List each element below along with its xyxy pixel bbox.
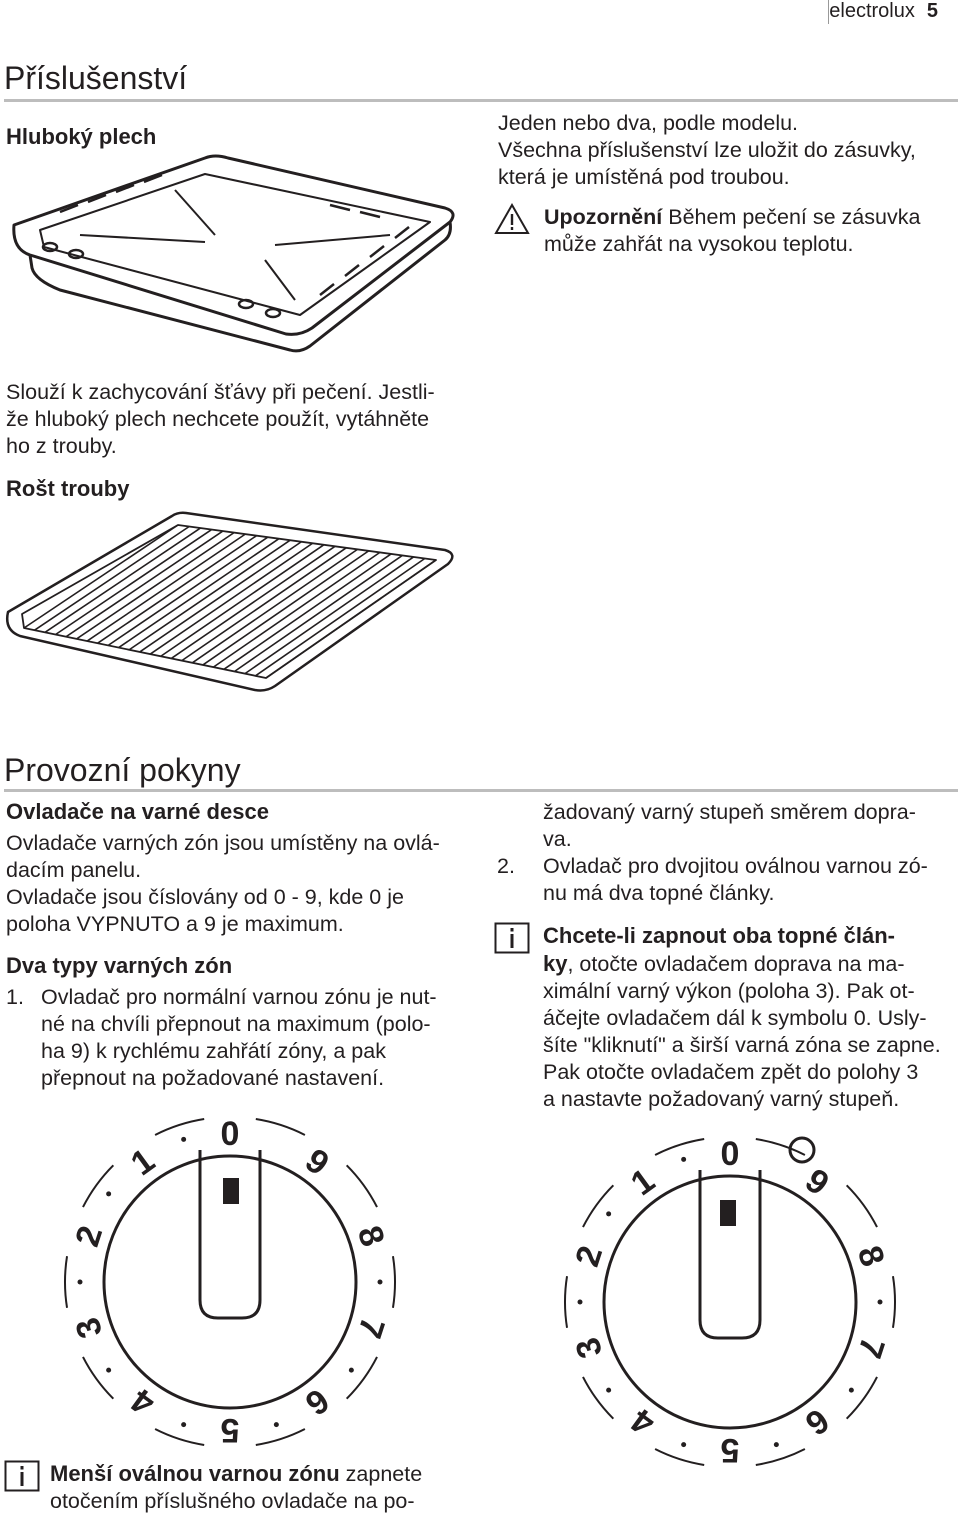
knob-dot [181, 1137, 186, 1142]
knob-dual-zone [560, 1130, 900, 1470]
knob-arc [583, 1377, 613, 1419]
knob-dot [774, 1442, 779, 1447]
text-line: né na chvíli přepnout na maximum (polo- [41, 1012, 431, 1036]
page-header [829, 0, 938, 23]
text-line: poloha VYPNUTO a 9 je maximum. [6, 912, 344, 936]
desc-line: ho z trouby. [6, 434, 117, 458]
warning-icon [494, 203, 530, 235]
knob-arc [756, 1139, 805, 1155]
grid-bar [245, 557, 414, 674]
grid-bar [150, 543, 312, 654]
section-rule [4, 789, 958, 792]
info-bold: ky [543, 951, 568, 976]
section-rule [4, 99, 958, 102]
text-line: dacím panelu. [6, 858, 142, 882]
grid-bar [161, 545, 324, 656]
knob-arc [565, 1276, 567, 1328]
knob-label: 7 [349, 1312, 392, 1343]
knob-arc [847, 1377, 877, 1419]
knob-arc [155, 1429, 204, 1445]
knob-arc [83, 1165, 113, 1207]
knob-dot [578, 1300, 583, 1305]
knob-label: 7 [849, 1332, 892, 1363]
warning-line: může zahřát na vysokou teplotu. [544, 232, 854, 256]
header-divider [828, 0, 829, 24]
knob-dot [606, 1388, 611, 1393]
knob-dot [181, 1422, 186, 1427]
text-line: Ovladače varných zón jsou umístěny na ovlá- [6, 831, 440, 855]
knob-arc [83, 1357, 113, 1399]
text-line: a nastavte požadovaný varný stupeň. [543, 1087, 900, 1111]
list-item-2 [497, 853, 957, 907]
knob-arc [847, 1185, 877, 1227]
knob-label: 0 [720, 1135, 740, 1173]
grid-bar [224, 554, 391, 669]
grid-bar [203, 551, 369, 665]
warning-line: Během pečení se zásuvka [668, 205, 921, 229]
knob-arc [256, 1119, 305, 1135]
grid-bar [213, 552, 380, 667]
text-line: šíte "kliknutí" a širší varná zóna se zapne. [543, 1033, 941, 1057]
knob-arc [583, 1185, 613, 1227]
knob-dot [274, 1422, 279, 1427]
knob-label: 3 [68, 1312, 111, 1343]
text-line: žadovaný varný stupeň směrem dopra- [543, 800, 916, 824]
brand-name: electrolux [829, 0, 915, 22]
page-number: 5 [926, 0, 938, 22]
warning-label: Upozornění [544, 205, 663, 229]
two-types-heading: Dva typy varných zón [6, 953, 233, 978]
list-number: 1. [6, 985, 24, 1009]
text-line: zapnete [339, 1462, 423, 1486]
knob-label: 1 [624, 1161, 662, 1204]
knob-dot [681, 1442, 686, 1447]
knob-label: 8 [849, 1241, 892, 1272]
knob-dot [106, 1368, 111, 1373]
text-line: Ovladač pro dvojitou oválnou varnou zó- [543, 854, 928, 878]
deep-tray-description [6, 379, 435, 460]
knob-dot [606, 1211, 611, 1216]
knob-single-zone [60, 1110, 400, 1450]
info-text-right [543, 922, 941, 1113]
text-line: , otočte ovladačem doprava na ma- [567, 952, 905, 976]
info-icon [4, 1460, 40, 1492]
knob-dot [878, 1300, 883, 1305]
controls-heading: Ovladače na varné desce [6, 799, 269, 824]
knob-label: 8 [349, 1221, 392, 1252]
deep-tray-heading: Hluboký plech [6, 124, 157, 149]
info-bold: Chcete-li zapnout oba topné člán- [543, 923, 896, 948]
knob-dot [78, 1280, 83, 1285]
knob-indicator [720, 1200, 736, 1226]
deep-tray-illustration [0, 150, 480, 355]
info-text-bottom [50, 1460, 422, 1515]
deep-tray-note [498, 110, 916, 191]
text-line: Pak otočte ovladačem zpět do polohy 3 [543, 1060, 919, 1084]
list-number: 2. [497, 854, 515, 878]
grid-bar [266, 560, 436, 678]
oven-grid-illustration [0, 510, 470, 700]
knob-label: 0 [220, 1115, 240, 1153]
knob-label: 5 [220, 1411, 240, 1449]
grid-bar [182, 548, 346, 661]
knob-label: 5 [720, 1431, 740, 1469]
note-line: Jeden nebo dva, podle modelu. [498, 111, 799, 135]
text-line: otočením příslušného ovladače na po- [50, 1489, 415, 1513]
knob-label: 2 [68, 1221, 111, 1252]
knob-label: 2 [568, 1241, 611, 1272]
info-bold: Menší oválnou varnou zónu [50, 1461, 340, 1486]
knob-label: 1 [124, 1141, 162, 1184]
text-line: přepnout na požadované nastavení. [41, 1066, 385, 1090]
text-line: va. [543, 827, 572, 851]
knob-arc [155, 1119, 204, 1135]
knob-arc [756, 1449, 805, 1465]
knob-arc [393, 1256, 395, 1308]
text-line: ximální varný výkon (poloha 3). Pak ot- [543, 979, 915, 1003]
note-line: Všechna příslušenství lze uložit do zásuvky, [498, 138, 916, 162]
knob-grip [200, 1150, 260, 1318]
controls-text [6, 830, 440, 938]
knob-dot [681, 1157, 686, 1162]
desc-line: že hluboký plech nechcete použít, vytáhněte [6, 407, 430, 431]
section-title-operating: Provozní pokyny [4, 752, 241, 788]
knob-label: 6 [798, 1400, 836, 1443]
grid-bar [171, 546, 335, 658]
list-item-1-continued [543, 799, 916, 853]
text-line: nu má dva topné články. [543, 881, 775, 905]
knob-label: 4 [124, 1380, 162, 1423]
knob-arc [256, 1429, 305, 1445]
text-line: Ovladače jsou číslovány od 0 - 9, kde 0 je [6, 885, 404, 909]
knob-arc [655, 1449, 704, 1465]
knob-indicator [223, 1178, 239, 1204]
text-line: ha 9) k rychlému zahřátí zóny, a pak [41, 1039, 386, 1063]
knob-label: 3 [568, 1332, 611, 1363]
knob-dot [849, 1388, 854, 1393]
knob-dot [378, 1280, 383, 1285]
desc-line: Slouží k zachycování šťávy při pečení. Jestli- [6, 380, 435, 404]
knob-arc [655, 1139, 704, 1155]
knob-label: 6 [298, 1380, 336, 1423]
text-line: Ovladač pro normální varnou zónu je nut- [41, 985, 437, 1009]
text-line: áčejte ovladačem dál k symbolu 0. Usly- [543, 1006, 927, 1030]
knob-dot [106, 1191, 111, 1196]
grid-bar [255, 558, 424, 675]
section-title-accessories: Příslušenství [4, 60, 188, 96]
info-icon [494, 922, 530, 954]
list-item-1 [6, 984, 466, 1092]
knob-dot [349, 1368, 354, 1373]
grid-bar [140, 542, 302, 652]
grid-bar [119, 539, 279, 648]
grid-bar [129, 540, 290, 650]
knob-arc [65, 1256, 67, 1308]
knob-arc [347, 1357, 377, 1399]
knob-arc [347, 1165, 377, 1207]
note-line: která je umístěná pod troubou. [498, 165, 790, 189]
knob-grip [700, 1170, 760, 1338]
warning-text [544, 204, 920, 258]
oven-grid-heading: Rošt trouby [6, 476, 130, 501]
knob-label: 9 [798, 1161, 836, 1204]
knob-arc [893, 1276, 895, 1328]
knob-label: 4 [624, 1400, 662, 1443]
knob-label: 9 [298, 1141, 336, 1184]
